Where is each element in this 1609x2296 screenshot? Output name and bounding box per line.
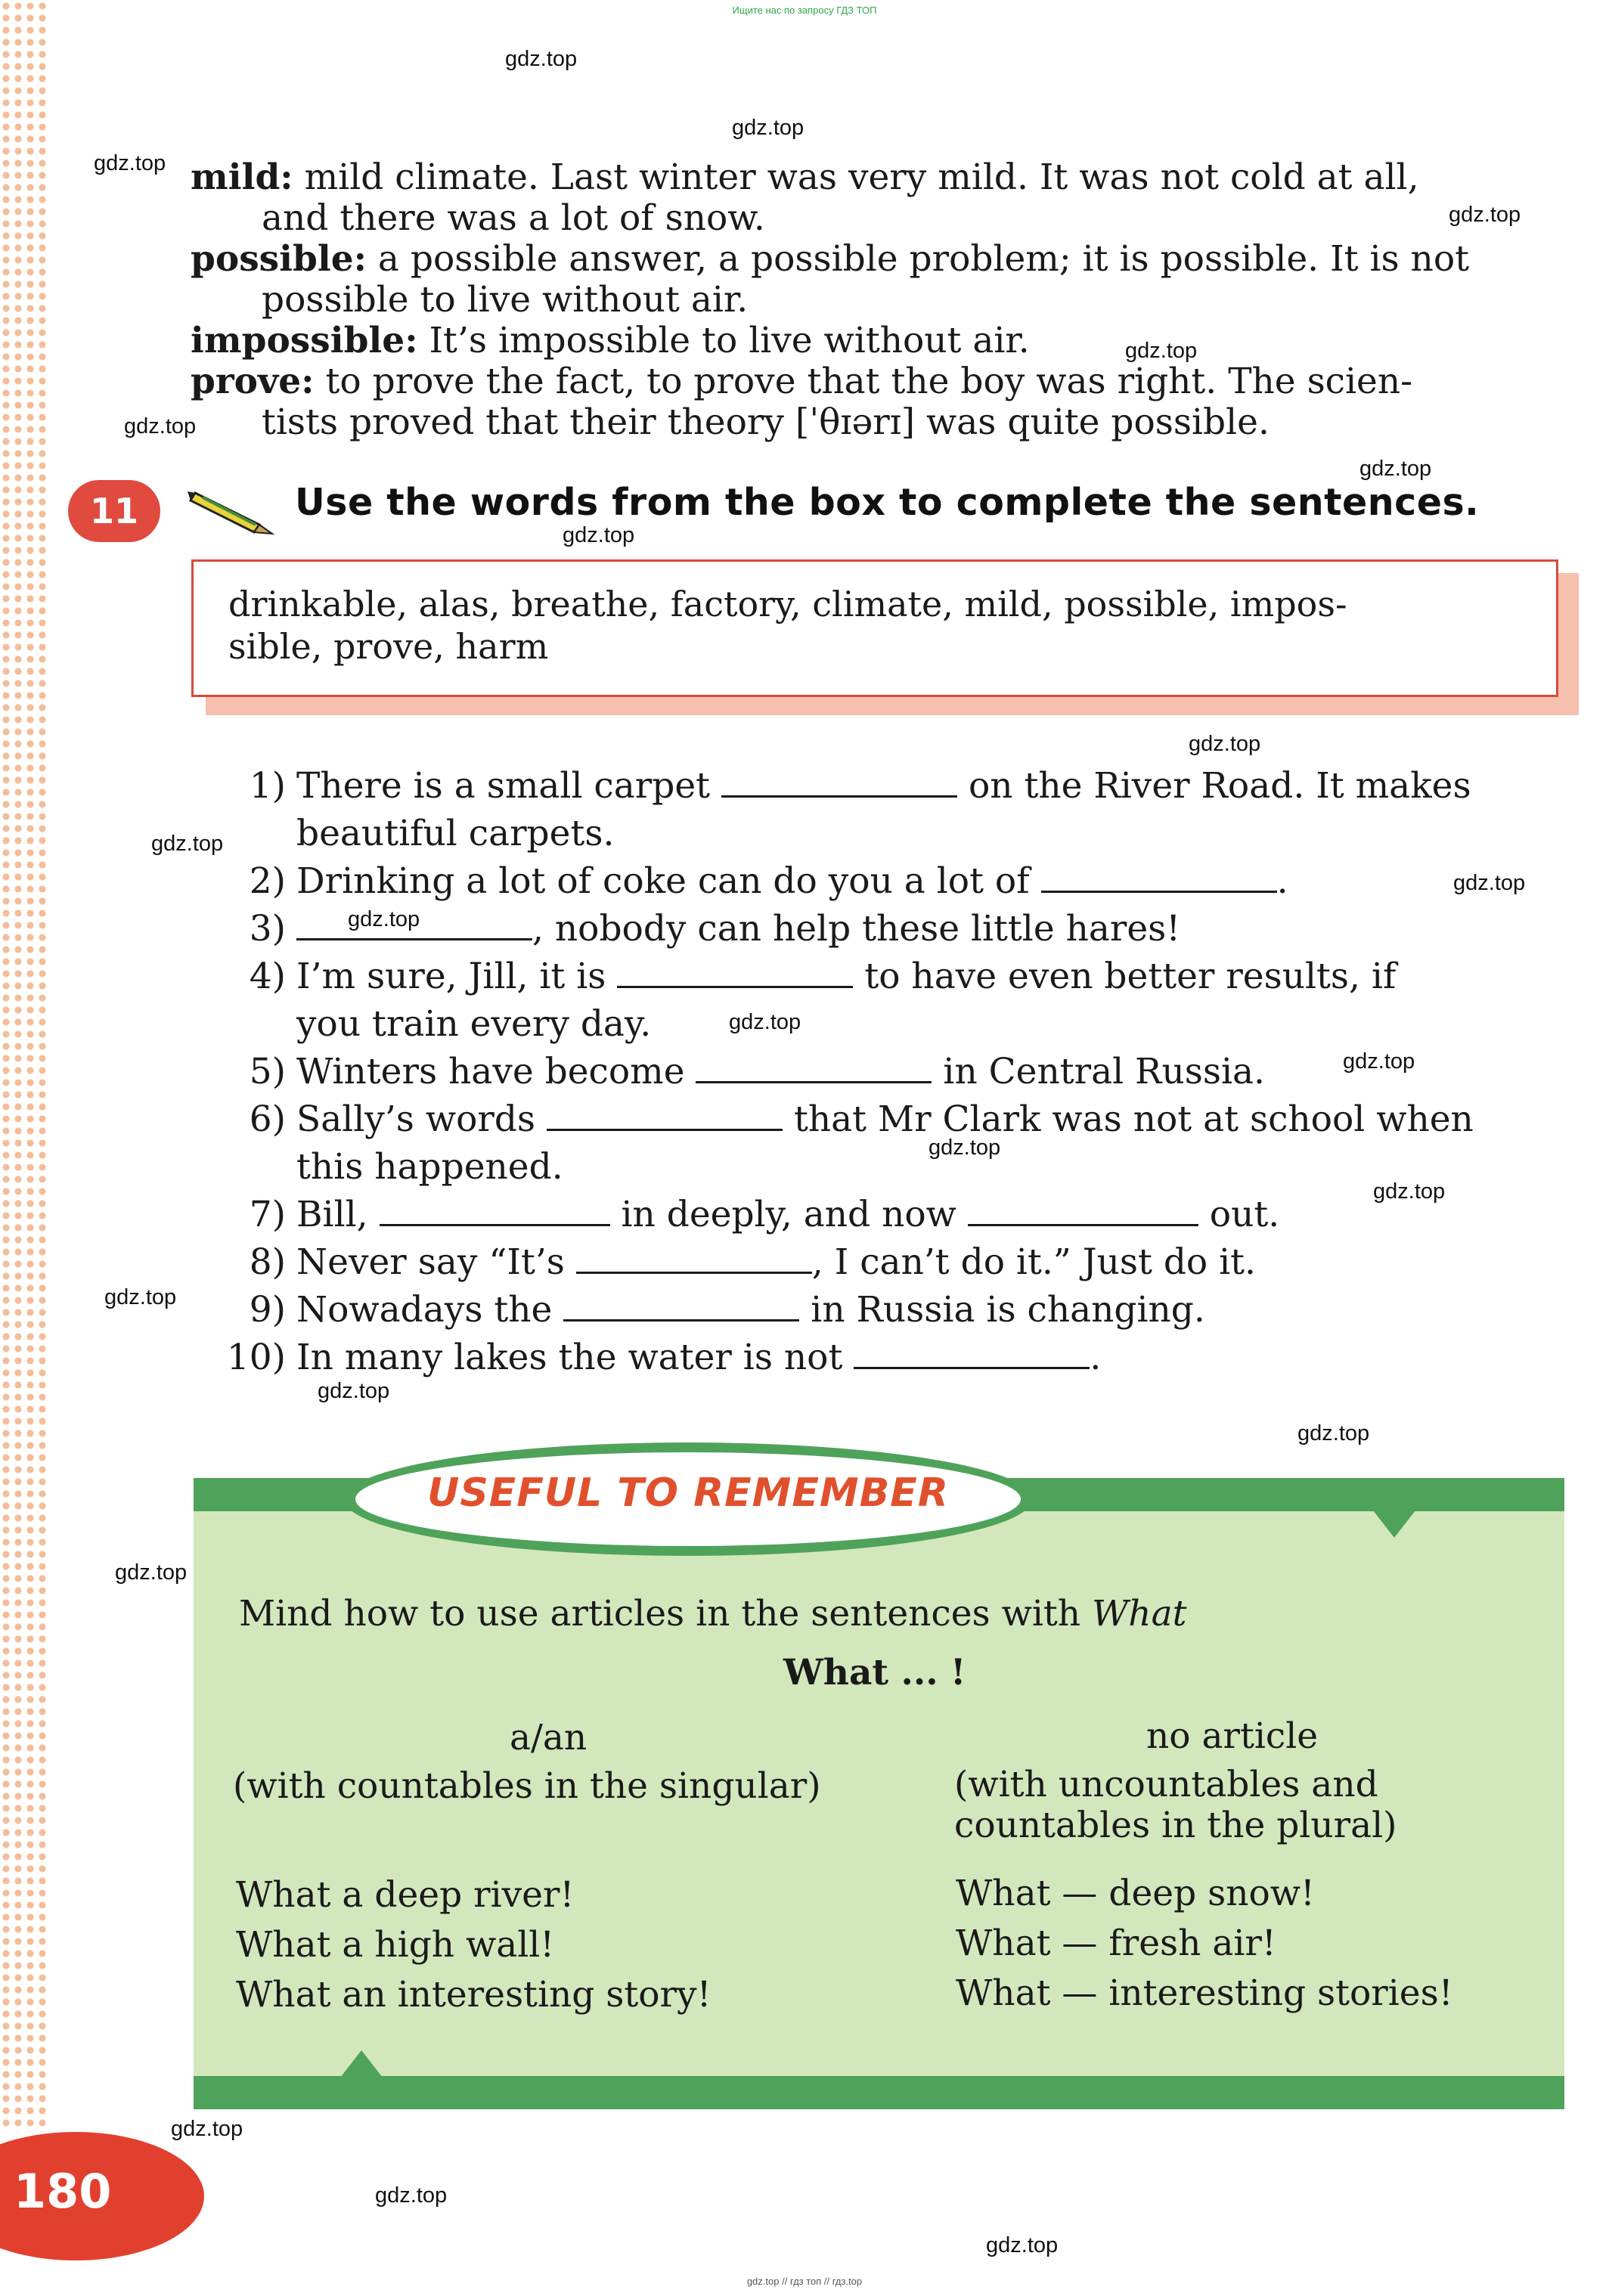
word-box [191, 559, 1558, 697]
watermark: gdz.top [348, 907, 420, 931]
left-column-heading: a/an [510, 1717, 587, 1758]
vocab-entry [191, 361, 1567, 443]
sentence-item [195, 1048, 1564, 1095]
vocab-definition-continued: tists proved that their theory [ˈθɪərɪ] was quite possible. [262, 401, 1270, 443]
sentence-text: beautiful carpets. [296, 813, 615, 854]
watermark: gdz.top [1297, 1421, 1370, 1445]
answer-blank[interactable] [576, 1241, 812, 1274]
vocab-definition: mild climate. Last winter was very mild. It was not cold at all, [293, 156, 1419, 198]
box-pointer-decoration [1373, 1511, 1415, 1538]
vocab-entry [191, 239, 1567, 321]
watermark: gdz.top [115, 1560, 188, 1585]
vocab-entry [191, 321, 1567, 361]
sentence-text: , I can’t do it.” Just do it. [811, 1241, 1256, 1283]
useful-title: USEFUL TO REMEMBER [427, 1470, 949, 1516]
sentence-text: . [1090, 1337, 1102, 1378]
sentence-number: 9) [249, 1289, 286, 1331]
right-column-note: countables in the plural) [954, 1805, 1397, 1846]
exercise-number-badge: 11 [68, 480, 160, 542]
vocab-word: impossible: [191, 320, 418, 361]
sentence-text: . [1276, 860, 1288, 902]
sentence-item [195, 1095, 1564, 1191]
sentence-text: to have even better results, if [864, 956, 1397, 997]
right-example: What — deep snow! [956, 1873, 1315, 1914]
sentence-text: Never say “It’s [296, 1241, 565, 1283]
sentence-text: in deeply, and now [621, 1194, 956, 1235]
watermark: gdz.top [1373, 1179, 1446, 1204]
sentence-text: , nobody can help these little hares! [532, 908, 1181, 950]
answer-blank[interactable] [721, 765, 957, 798]
sentence-text: Sally’s words [296, 1098, 536, 1140]
useful-center-heading: What ... ! [783, 1652, 966, 1693]
header-note: Ищите нас по запросу ГДЗ ТОП [732, 5, 877, 16]
vocab-definition: a possible answer, a possible problem; it is possible. It is not [366, 238, 1470, 280]
sentence-text: on the River Road. It makes [968, 765, 1471, 807]
vocab-entry [191, 157, 1567, 239]
sentence-text: I’m sure, Jill, it is [296, 956, 606, 997]
useful-intro: Mind how to use articles in the sentences with What [239, 1593, 1187, 1634]
watermark: gdz.top [318, 1379, 390, 1403]
answer-blank[interactable] [696, 1051, 932, 1083]
exercise-sentences [195, 762, 1564, 1381]
pen-icon [188, 478, 278, 538]
sentence-number: 10) [226, 1337, 286, 1378]
sentence-text: Drinking a lot of coke can do you a lot of [296, 860, 1030, 902]
watermark: gdz.top [986, 2233, 1059, 2257]
sentence-number: 7) [249, 1194, 286, 1235]
vocab-definition-continued: and there was a lot of snow. [262, 197, 765, 239]
left-example: What a deep river! [236, 1874, 575, 1916]
vocab-word: possible: [191, 238, 367, 280]
vocab-definition-continued: possible to live without air. [262, 279, 749, 321]
exercise-instruction: Use the words from the box to complete the sentences. [295, 481, 1480, 524]
left-example: What an interesting story! [236, 1974, 711, 2016]
watermark: gdz.top [171, 2117, 243, 2141]
sentence-item [195, 1238, 1564, 1286]
sentence-number: 8) [249, 1241, 286, 1283]
useful-intro-italic: What [1091, 1593, 1187, 1634]
sentence-text: Bill, [296, 1194, 368, 1235]
answer-blank[interactable] [617, 956, 853, 988]
sentence-number: 6) [249, 1098, 286, 1140]
left-example: What a high wall! [236, 1924, 555, 1966]
answer-blank[interactable] [854, 1337, 1090, 1369]
vocab-word: mild: [191, 156, 293, 198]
watermark: gdz.top [929, 1136, 1001, 1160]
watermark: gdz.top [124, 414, 197, 438]
sentence-item [195, 905, 1564, 953]
watermark: gdz.top [1359, 457, 1432, 481]
sentence-number: 3) [249, 908, 286, 950]
answer-blank[interactable] [547, 1098, 783, 1131]
sentence-item [195, 1191, 1564, 1238]
sentence-text: Winters have become [296, 1051, 685, 1092]
answer-blank[interactable] [1041, 860, 1277, 893]
answer-blank[interactable] [563, 1289, 799, 1322]
sentence-text: out. [1209, 1194, 1280, 1235]
sentence-text: this happened. [296, 1146, 563, 1188]
sentence-text: Nowadays the [296, 1289, 553, 1331]
sentence-text: In many lakes the water is not [296, 1337, 843, 1378]
box-pointer-decoration [340, 2050, 383, 2078]
watermark: gdz.top [732, 116, 804, 140]
watermark: gdz.top [729, 1010, 801, 1034]
sentence-text: There is a small carpet [296, 765, 711, 807]
watermark: gdz.top [151, 832, 224, 856]
watermark: gdz.top [1343, 1049, 1415, 1074]
sentence-item [195, 762, 1564, 857]
sentence-number: 5) [249, 1051, 286, 1092]
word-box-line: sible, prove, harm [228, 626, 549, 667]
sentence-text: in Russia is changing. [811, 1289, 1205, 1331]
watermark: gdz.top [505, 47, 578, 71]
watermark: gdz.top [563, 523, 635, 547]
vocab-definition: to prove the fact, to prove that the boy was right. The scien- [314, 361, 1413, 402]
left-column-note: (with countables in the singular) [233, 1765, 821, 1807]
sentence-text: in Central Russia. [943, 1051, 1265, 1092]
sentence-text: that Mr Clark was not at school when [793, 1098, 1474, 1140]
vocab-definition: It’s impossible to live without air. [417, 320, 1030, 361]
sentence-number: 4) [249, 956, 286, 997]
right-example: What — fresh air! [956, 1923, 1276, 1964]
footer-note: gdz.top // гдз топ // гдз.top [746, 2276, 863, 2287]
watermark: gdz.top [104, 1285, 177, 1309]
sentence-item [195, 953, 1564, 1048]
watermark: gdz.top [1189, 732, 1261, 756]
sentence-item [195, 857, 1564, 905]
watermark: gdz.top [1449, 203, 1521, 227]
page-number: 180 [14, 2164, 112, 2219]
useful-box-bottom-band [194, 2076, 1564, 2109]
sentence-number: 1) [249, 765, 286, 807]
right-example: What — interesting stories! [956, 1972, 1453, 2014]
sentence-text: you train every day. [296, 1003, 652, 1045]
dotted-margin-decoration [0, 0, 47, 2132]
vocabulary-list [191, 157, 1567, 443]
watermark: gdz.top [1125, 339, 1198, 363]
vocab-word: prove: [191, 361, 315, 402]
watermark: gdz.top [1453, 871, 1526, 895]
answer-blank[interactable] [380, 1194, 610, 1226]
answer-blank[interactable] [296, 908, 532, 940]
right-column-note: (with uncountables and [954, 1764, 1378, 1805]
word-box-line: drinkable, alas, breathe, factory, climate, mild, possible, impos- [228, 584, 1347, 624]
sentence-number: 2) [249, 860, 286, 902]
sentence-item [195, 1334, 1564, 1381]
watermark: gdz.top [375, 2183, 448, 2208]
sentence-item [195, 1286, 1564, 1334]
watermark: gdz.top [94, 151, 166, 175]
answer-blank[interactable] [968, 1194, 1198, 1226]
right-column-heading: no article [1146, 1715, 1319, 1757]
